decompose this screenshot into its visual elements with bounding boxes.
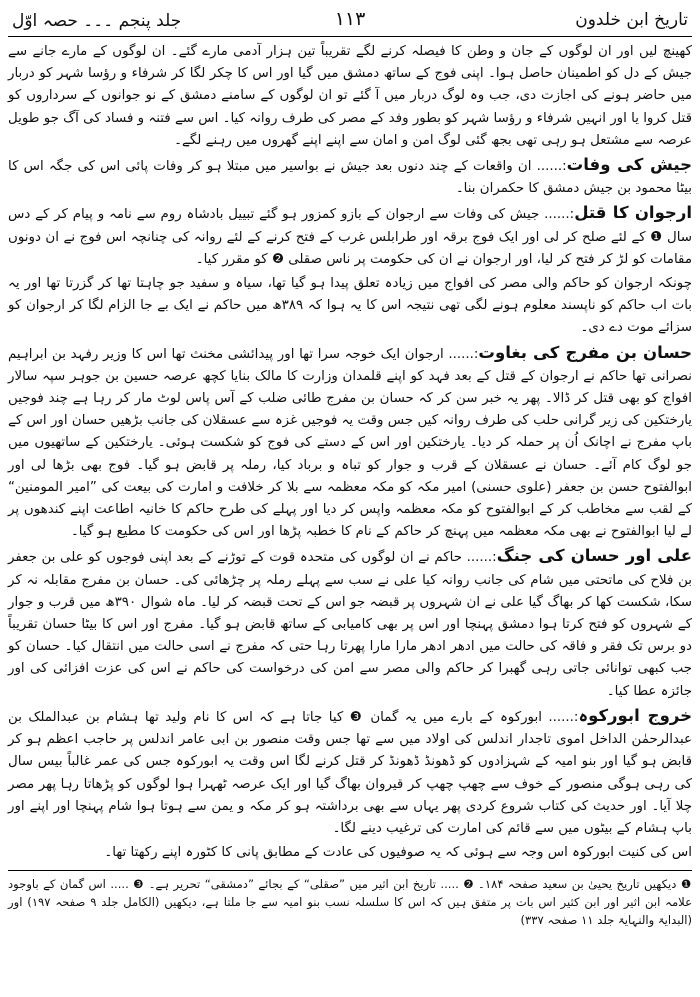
paragraph-text: اس کی کنیت ابورکوہ اس وجہ سے ہوئی کہ یہ صوفیوں کی عادت کے مطابق پانی کا کٹورہ اپنے رکھتا تھا۔	[104, 845, 692, 861]
section-heading: علی اور حسان کی جنگ	[496, 546, 692, 566]
volume-label: جلد پنجم ۔۔۔ حصہ اوّل	[12, 11, 182, 31]
book-title: تاریخ ابن خلدون	[575, 10, 688, 30]
paragraph-text: :...... ارجوان ایک خوجہ سرا تھا اور پیدائشی مخنث تھا اس کا وزیر رفہد بن ابراہیم نصرانی تھا حاکم نے ارجوان کے قتل کے بعد فہد کو اپنے قلمدان وزارت کا مالک بنایا کچھ عرصہ حسین بن جوہر سپہ سالار افواج کو بھی قتل کر ڈالا۔ پھر یہ خبر سن کر کہ حسان بن مفرج طائی ضلب کے آس پاس لوٹ مار کر رہا ہے چند فوجیں یارختکین کی زیر گرانی حلب کی طرف روانہ کیں جس وقت یہ فوجیں غزہ سے عسقلان کی جانب بڑھیں حسان اور اس کے باپ مفرج نے اچانک اُن پر حملہ کر دیا۔ یارختکین اور اس کے دستے کی فوج کو شکست ہوئی۔ یارختکین کے ساتھیوں میں جو لوگ کام آئے۔ حسان نے عسقلان کے قرب و جوار کو تباہ و برباد کیا، رملہ پر قابض ہو گیا۔ فوج بھی بڑھا لی اور ابوالفتوح حسن بن جعفر (علوی حسنی) امیر مکہ کو مکہ معظمہ سے بلا کر خلافت و امارت کی بیعت کی ”امیر المومنین“ کے لقب سے مخاطب کر کے ابوالفتوح کو مکہ معظمہ واپس کر دیا اور پہلے کی طرح حاکم کا خانیہ اطاعت اپنے کندھوں پر لے لیا ابوالفتوح نے بھی مکہ معظمہ میں پہنچ کر حاکم کے نام کا خطبہ پڑھا اور اس کی حکومت کا مطیع ہو گیا۔	[8, 346, 692, 540]
article-body	[8, 41, 692, 864]
paragraph-text: :...... جیش کی وفات سے ارجوان کے بازو کمزور ہو گئے تبییل بادشاہ روم سے نامہ و پیام کر کے دس سال ❶ کے لئے صلح کر لی اور ایک فوج برقہ اور طرابلس غرب کے فتح کرنے کے لئے روانہ کی چنانچہ اس فوج نے ان دونوں مقامات کو لڑ کر فتح کر لیا، اور ارجوان نے ان کی حکومت پر ناس صقلی ❷ کو مقرر کیا۔	[8, 207, 692, 267]
paragraph-text: کھینچ لیں اور ان لوگوں کے جان و وطن کا فیصلہ کرنے لگے تقریباً تین ہزار آدمی مارے گئے۔ ان لوگوں کے مارے جانے سے جیش کے دل کو اطمینان حاصل ہوا۔ اپنی فوج کے ساتھ دمشق میں گیا اور اس کا چکر لگا کر شرفاء و رؤسا شہر کو دربار میں حاضر ہونے کی اجازت دی، جب وہ لوگ دربار میں آ گئے تو ان لوگوں کے سامنے دمشق کے نو جوانوں کے سرداروں کو قتل کروا یا اور انہیں شرفاء و رؤسا شہر کو بطور وفد کے مصر کی طرف روانہ کیا۔ اس سے فتنہ و فساد کی آگ جو طویل عرصہ سے مشتعل ہو رہی تھی بجھ گئی لوگ امن و امان سے اپنے اپنے گھروں میں رہنے لگے۔	[8, 44, 692, 148]
section-heading: جیش کی وفات	[566, 155, 692, 175]
paragraph	[8, 273, 692, 340]
footnote-rule	[8, 870, 692, 871]
paragraph	[8, 154, 692, 200]
paragraph-text: :...... ان واقعات کے چند دنوں بعد جیش نے بواسیر میں مبتلا ہو کر وفات پائی اس کی جگہ اس کا بیٹا محمود بن جیش دمشق کا حکمران بنا۔	[8, 159, 692, 197]
page-number: ۱۱۳	[334, 8, 366, 30]
section-heading: ارجوان کا قتل	[574, 203, 692, 223]
paragraph	[8, 545, 692, 702]
paragraph	[8, 705, 692, 840]
section-heading: حسان بن مفرج کی بغاوت	[478, 342, 693, 362]
paragraph	[8, 842, 692, 864]
paragraph-text: :...... ابورکوہ کے بارے میں یہ گمان ❸ کیا جاتا ہے کہ اس کا نام ولید تھا ہشام بن عبدالملک بن عبدالرحمٰن الداخل اموی تاجدار اندلس کی اولاد میں سے تھا جس وقت منصور بن ابی عامر اندلس پر حاجب اعظم ہو کر قابض ہو گیا اور بنو امیہ کے شہزادوں کو ڈھونڈ ڈھونڈ کر قتل کرنے لگا اس وقت یہ ابورکوہ جس کی عمر غالباً بیس سال کی رہی ہوگی منصور کے خوف سے چھپ چھپ کر قیروان بھاگ گیا اور ایک عرصہ ٹھہرا ہوا لوگوں کو پڑھاتا رہا پھر مصر چلا آیا۔ اور حدیث کی کتاب شروع کردی پھر یہاں سے بھی برداشتہ ہو کر مکہ و یمن سے ہوتا ہوا شام پہنچا اور اپنے اور باپ ہشام کے بیٹوں میں سے قائم کی امارت کی ترغیب دینے لگا۔	[8, 709, 692, 836]
header-rule	[8, 36, 692, 37]
footnotes: ❶ دیکھیں تاریخ یحییٰ بن سعید صفحہ ۱۸۴۔ ❷ ..... تاریخ ابن اثیر میں ”صقلی“ کے بجائے ”دمشقی“ تحریر ہے۔ ❸ ..... اس گمان کے باوجود علامہ ابن اثیر اور ابن کثیر اس بات پر متفق ہیں کہ اس کا سلسلہ نسب بنو امیہ سے جا ملتا ہے، دیکھیں (الکامل جلد ۹ صفحہ ۱۹۷) اور (البدایۃ والنہایۃ جلد ۱۱ صفحہ ۳۳۷)	[8, 877, 692, 928]
paragraph	[8, 202, 692, 271]
paragraph	[8, 342, 692, 544]
page-header	[8, 6, 692, 34]
section-heading: خروج ابورکوہ	[578, 705, 692, 725]
paragraph-text: :...... حاکم نے ان لوگوں کی متحدہ قوت کے توڑنے کے بعد اپنی فوجوں کو علی بن جعفر بن فلاح کی ماتحتی میں شام کی جانب روانہ کیا علی نے سب سے پہلے رملہ پر چڑھائی کی۔ حسان بن مفرج مقابلہ نہ کر سکا، شکست کھا کر بھاگ گیا علی نے ان شہروں پر قبضہ جو اس کے تحت قبضہ کر لیا۔ ماہ شوال ۳۹۰ھ میں قرب و جوار کے شہروں کو فتح کرتا ہوا دمشق پہنچا اور اس پر بھی کامیابی کے ساتھ قابض ہو گیا۔ مفرج اور اس کا بیٹا حسان تقریباً دو برس تک فقر و فاقہ کی حالت میں ادھر ادھر مارا مارا پھرتا رہا حتی کہ مفرج نے اسی حالت میں انتقال کیا۔ حسان کو جب کبھی توانائی جاتی رہی گھبرا کر حاکم والی مصر سے امن کی درخواست کی حاکم نے اس کی عزت افزائی کی اور جائزہ عطا کیا۔	[8, 550, 693, 699]
paragraph	[8, 41, 692, 152]
paragraph-text: چونکہ ارجوان کو حاکم والی مصر کی افواج میں زیادہ تعلق پیدا ہو گیا تھا، سیاہ و سفید جو چاہتا تھا کر گزرتا تھا اور یہ بات اب حاکم کو ناپسند معلوم ہونے لگی تھی نتیجہ اس کا یہ ہوا کہ ۳۸۹ھ میں حاکم نے ایک بے جا الزام لگا کر ارجوان کو سزائے موت دے دی۔	[8, 276, 692, 336]
